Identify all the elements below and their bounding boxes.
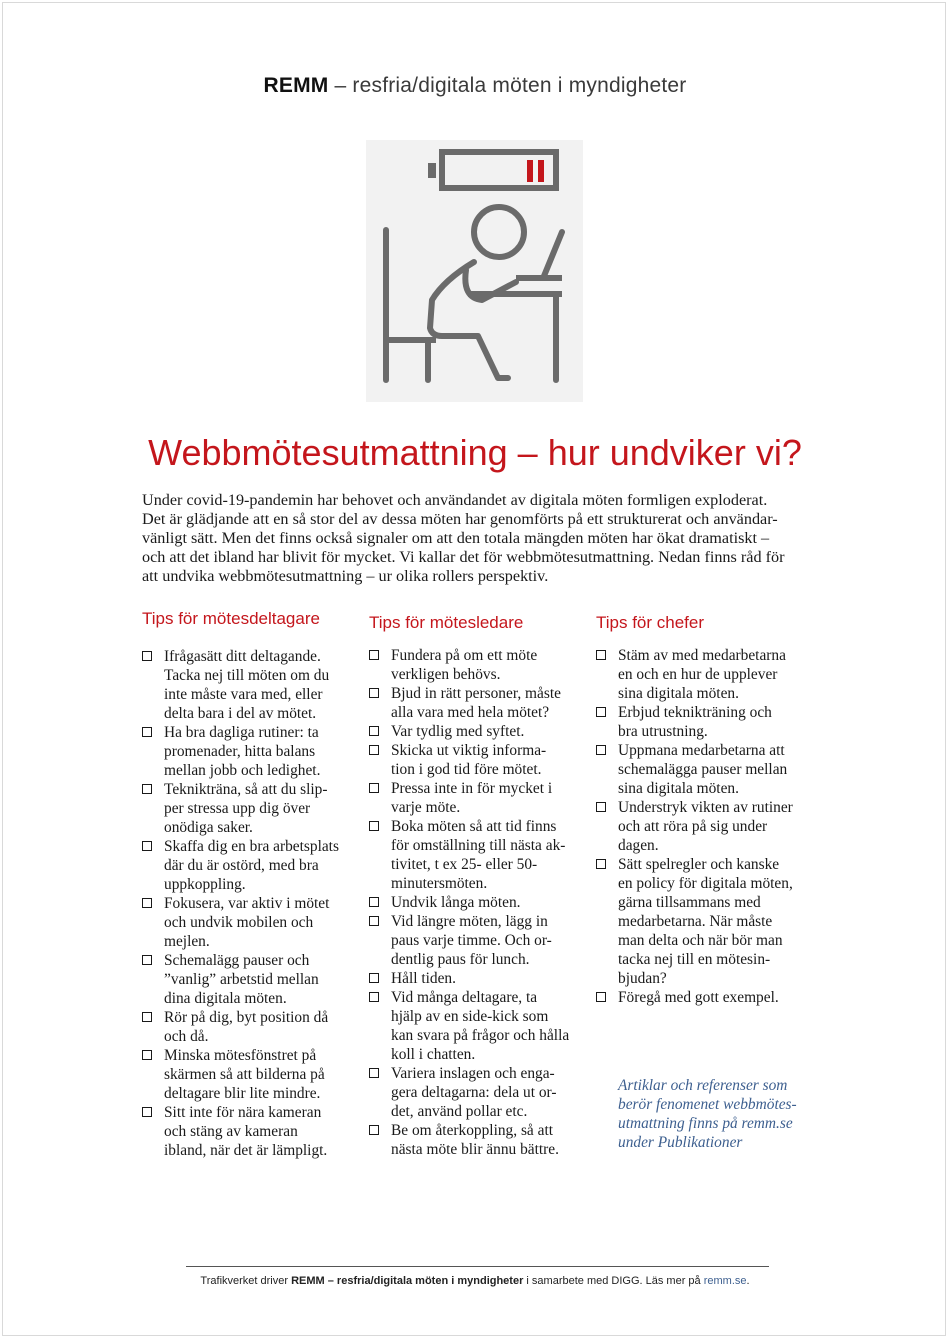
tip-line: skärmen så att bilderna på [164,1066,325,1083]
intro-line: och att det ibland har blivit för mycket. Vi kallar det för webbmötesutmattning. Nedan finns råd för [142,548,785,566]
note-line: berör fenomenet webbmötes- [618,1096,797,1113]
checkbox-icon [142,1107,152,1117]
checkbox-icon [369,1068,379,1078]
tip-line: dina digitala möten. [164,990,287,1007]
tip-line: delta bara i del av mötet. [164,705,317,722]
tip-line: Undvik långa möten. [391,894,521,911]
tip-line: bjudan? [618,970,667,987]
column-participants [142,608,372,1160]
checkbox-icon [596,992,606,1002]
tip-line: och att röra på sig under [618,818,768,835]
person-head [474,207,524,257]
tip-line: Ha bra dagliga rutiner: ta [164,724,319,741]
checkbox-icon [142,1012,152,1022]
checkbox-icon [369,821,379,831]
tip-line: Uppmana medarbetarna att [618,742,785,759]
tip-item [142,723,372,780]
tip-line: Boka möten så att tid finns [391,818,557,835]
tip-item [369,722,599,741]
footer-link[interactable]: remm.se [703,1275,747,1287]
checkbox-icon [596,650,606,660]
tip-line: Bjud in rätt personer, måste [391,685,561,702]
tip-item [142,837,372,894]
tip-item [596,703,826,741]
checkbox-icon [596,859,606,869]
checkbox-icon [142,898,152,908]
tip-line: inte måste vara med, eller [164,686,323,703]
battery-terminal [428,163,436,178]
tip-line: promenader, hitta balans [164,743,316,760]
note-line: Artiklar och referenser som [618,1077,788,1094]
checkbox-icon [596,745,606,755]
tip-line: hjälp av en side-kick som [391,1008,549,1025]
tip-line: medarbetarna. När måste [618,913,773,930]
illustration-svg [366,140,583,402]
tips-list [142,647,372,1160]
tip-line: onödiga saker. [164,819,253,836]
footer-suffix: . [746,1275,750,1287]
tip-line: Fundera på om ett möte [391,647,538,664]
tip-item [596,741,826,798]
document-header [0,74,950,98]
tip-line: gärna tillsammans med [618,894,761,911]
header-subtitle: – resfria/digitala möten i myndigheter [328,74,687,97]
tip-line: verkligen behövs. [391,666,501,683]
tip-line: det, använd pollar etc. [391,1103,528,1120]
header-brand: REMM [263,74,329,97]
footer-divider [186,1266,769,1267]
checkbox-icon [142,955,152,965]
checkbox-icon [369,650,379,660]
tip-line: uppkoppling. [164,876,246,893]
tip-line: sina digitala möten. [618,685,739,702]
tip-item [369,1064,599,1121]
tip-line: en och en hur de upplever [618,666,778,683]
intro-line: vänligt sätt. Men det finns också signaler om att den totala mängden möten har ökat dramatiskt – [142,529,770,547]
checkbox-icon [369,992,379,1002]
page-title: Webbmötesutmattning – hur undviker vi? [148,432,802,473]
footer-bold: REMM – resfria/digitala möten i myndigheter [291,1275,524,1287]
tip-line: deltagare blir lite mindre. [164,1085,321,1102]
tip-line: Rör på dig, byt position då [164,1009,329,1026]
references-note [618,1076,838,1152]
checkbox-icon [369,1125,379,1135]
intro-line: Under covid-19-pandemin har behovet och användandet av digitala möten formligen exploderat. [142,491,768,509]
tip-line: tacka nej till en mötesin- [618,951,771,968]
column-heading: Tips för mötesdeltagare [142,609,320,628]
tip-line: gera deltagarna: dela ut or- [391,1084,557,1101]
tip-item [142,1046,372,1103]
note-line: under Publikationer [618,1134,743,1151]
footer [0,1275,950,1287]
checkbox-icon [596,707,606,717]
tip-line: Fokusera, var aktiv i mötet [164,895,330,912]
tip-line: Minska mötesfönstret på [164,1047,317,1064]
column-heading: Tips för chefer [596,613,705,632]
tip-line: sina digitala möten. [618,780,739,797]
tired-person-at-computer-low-battery-icon [366,140,583,402]
tip-line: koll i chatten. [391,1046,476,1063]
checkbox-icon [369,688,379,698]
tip-line: Understryk vikten av rutiner [618,799,793,816]
tip-item [369,1121,599,1159]
tip-line: Föregå med gott exempel. [618,989,779,1006]
tip-item [142,951,372,1008]
tip-line: dentlig paus för lunch. [391,951,530,968]
tip-item [369,684,599,722]
tip-line: Var tydlig med syftet. [391,723,525,740]
checkbox-icon [369,783,379,793]
tip-line: Ifrågasätt ditt deltagande. [164,648,321,665]
tip-item [369,646,599,684]
tip-line: Schemalägg pauser och [164,952,310,969]
checkbox-icon [142,651,152,661]
tip-line: Tekniktränа, så att du slip- [164,781,328,798]
tip-line: varje möte. [391,799,461,816]
tip-line: tion i god tid före mötet. [391,761,542,778]
tip-item [142,1008,372,1046]
tip-line: bra utrustning. [618,723,708,740]
checkbox-icon [369,726,379,736]
tip-line: för omställning till nästa ak- [391,837,566,854]
tip-line: minutersmöten. [391,875,488,892]
note-line: utmattning finns på remm.se [618,1115,793,1132]
footer-middle: i samarbete med DIGG. Läs mer på [523,1275,704,1287]
tip-item [142,780,372,837]
tip-line: en policy för digitala möten, [618,875,793,892]
checkbox-icon [369,916,379,926]
tip-line: mejlen. [164,933,210,950]
tip-line: Sitt inte för nära kameran [164,1104,322,1121]
tip-line: Tacka nej till möten om du [164,667,330,684]
tip-line: där du är ostörd, med bra [164,857,319,874]
intro-line: att undvika webbmötesutmattning – ur olika rollers perspektiv. [142,567,549,585]
battery-level-bar-2 [538,160,544,182]
tip-line: och undvik mobilen och [164,914,314,931]
checkbox-icon [369,973,379,983]
checkbox-icon [369,745,379,755]
tip-line: Vid många deltagare, ta [391,989,538,1006]
tip-item [369,741,599,779]
tip-line: Håll tiden. [391,970,456,987]
tip-item [596,855,826,988]
tip-line: och då. [164,1028,209,1045]
tip-line: och stäng av kameran [164,1123,298,1140]
tips-list [369,646,599,1159]
tip-item [369,988,599,1064]
tip-item [369,912,599,969]
tip-line: Vid längre möten, lägg in [391,913,548,930]
checkbox-icon [596,802,606,812]
laptop-screen [544,232,562,276]
tip-line: kan svara på frågor och hålla [391,1027,570,1044]
tip-line: Skaffa dig en bra arbetsplats [164,838,339,855]
tip-line: ibland, när det är lämpligt. [164,1142,328,1159]
tip-line: Variera inslagen och enga- [391,1065,555,1082]
tip-line: alla vara med hela mötet? [391,704,550,721]
tip-line: Be om återkoppling, så att [391,1122,553,1139]
tip-item [369,969,599,988]
tip-item [596,646,826,703]
tip-line: per stressa upp dig över [164,800,311,817]
tip-item [142,894,372,951]
tip-line: mellan jobb och ledighet. [164,762,321,779]
intro-line: Det är glädjande att en så stor del av dessa möten har genomförts på ett strukturerat och användar- [142,510,778,528]
checkbox-icon [142,1050,152,1060]
checkbox-icon [142,784,152,794]
tip-line: nästa möte blir ännu bättre. [391,1141,559,1158]
battery-level-bar-1 [527,160,533,182]
footer-prefix: Trafikverket driver [200,1275,292,1287]
checkbox-icon [369,897,379,907]
tip-item [596,988,826,1007]
tip-line: Erbjud teknikträning och [618,704,772,721]
tip-line: tivitet, t ex 25- eller 50- [391,856,538,873]
tip-item [596,798,826,855]
tip-line: Sätt spelregler och kanske [618,856,780,873]
checkbox-icon [142,841,152,851]
tip-line: Pressa inte in för mycket i [391,780,553,797]
checkbox-icon [142,727,152,737]
tip-item [369,893,599,912]
tip-item [142,1103,372,1160]
tip-line: ”vanlig” arbetstid mellan [164,971,319,988]
tip-item [369,817,599,893]
tips-list [596,646,826,1007]
tip-line: Skicka ut viktig informa- [391,742,547,759]
tip-line: man delta och när bör man [618,932,783,949]
intro-paragraph [142,491,822,586]
column-managers [596,612,826,1007]
column-meeting-leaders [369,612,599,1159]
column-heading: Tips för mötesledare [369,613,524,632]
person-body [430,262,508,378]
tip-line: dagen. [618,837,659,854]
tip-line: schemalägga pauser mellan [618,761,788,778]
tip-line: Stäm av med medarbetarna [618,647,786,664]
tip-line: paus varje timme. Och or- [391,932,552,949]
tip-item [369,779,599,817]
tip-item [142,647,372,723]
